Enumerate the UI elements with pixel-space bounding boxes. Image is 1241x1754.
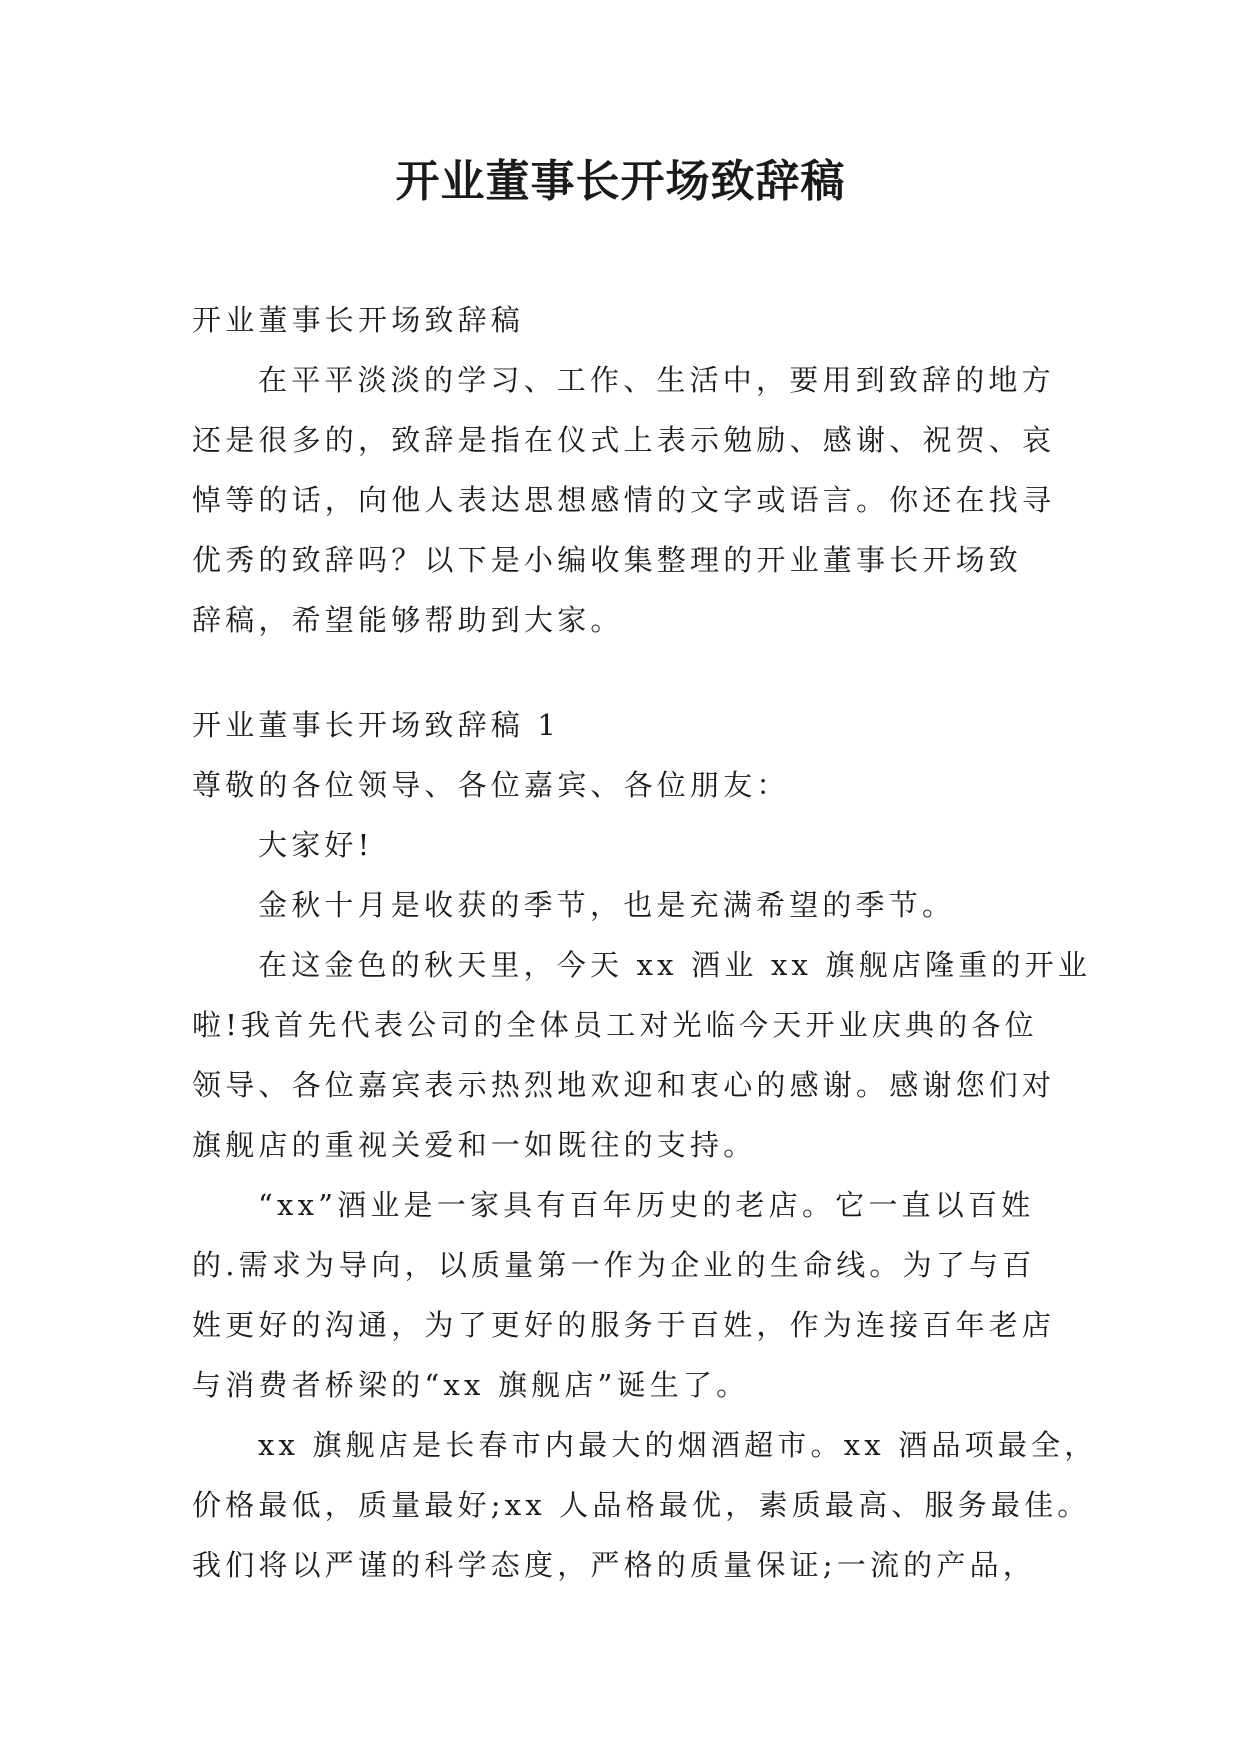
paragraph-line: 的.需求为导向，以质量第一作为企业的生命线。为了与百 bbox=[192, 1248, 1036, 1282]
paragraph-line: 旗舰店的重视关爱和一如既往的支持。 bbox=[192, 1128, 757, 1162]
paragraph-line: 辞稿，希望能够帮助到大家。 bbox=[192, 603, 624, 637]
paragraph-line: xx 旗舰店是长春市内最大的烟酒超市。xx 酒品项最全， bbox=[258, 1428, 1098, 1462]
section-spacer bbox=[192, 650, 1052, 695]
paragraph-line: “xx”酒业是一家具有百年历史的老店。它一直以百姓 bbox=[258, 1188, 1035, 1222]
paragraph-line: 价格最低，质量最好;xx 人品格最优，素质最高、服务最佳。 bbox=[192, 1488, 1091, 1522]
document-title: 开业董事长开场致辞稿 bbox=[395, 156, 846, 207]
subtitle-line: 开业董事长开场致辞稿 bbox=[192, 303, 525, 337]
salutation-line: 尊敬的各位领导、各位嘉宾、各位朋友： bbox=[192, 768, 790, 802]
greeting-line: 大家好! bbox=[258, 828, 374, 862]
paragraph-line: 在平平淡淡的学习、工作、生活中，要用到致辞的地方 bbox=[258, 363, 1055, 397]
document-body bbox=[192, 290, 1098, 1595]
paragraph-line: 优秀的致辞吗？以下是小编收集整理的开业董事长开场致 bbox=[192, 543, 1023, 577]
paragraph-line: 与消费者桥梁的“xx 旗舰店”诞生了。 bbox=[192, 1368, 750, 1402]
paragraph-line: 在这金色的秋天里，今天 xx 酒业 xx 旗舰店隆重的开业 bbox=[258, 948, 1092, 982]
paragraph-line: 还是很多的，致辞是指在仪式上表示勉励、感谢、祝贺、哀 bbox=[192, 423, 1056, 457]
paragraph-line: 我们将以严谨的科学态度，严格的质量保证;一流的产品， bbox=[192, 1548, 1036, 1582]
paragraph-line: 姓更好的沟通，为了更好的服务于百姓，作为连接百年老店 bbox=[192, 1308, 1056, 1342]
paragraph-line: 悼等的话，向他人表达思想感情的文字或语言。你还在找寻 bbox=[192, 483, 1056, 517]
paragraph-line: 啦!我首先代表公司的全体员工对光临今天开业庆典的各位 bbox=[192, 1008, 1038, 1042]
section-heading: 开业董事长开场致辞稿 1 bbox=[192, 708, 561, 742]
paragraph-line: 金秋十月是收获的季节，也是充满希望的季节。 bbox=[258, 888, 956, 922]
paragraph-line: 领导、各位嘉宾表示热烈地欢迎和衷心的感谢。感谢您们对 bbox=[192, 1068, 1056, 1102]
